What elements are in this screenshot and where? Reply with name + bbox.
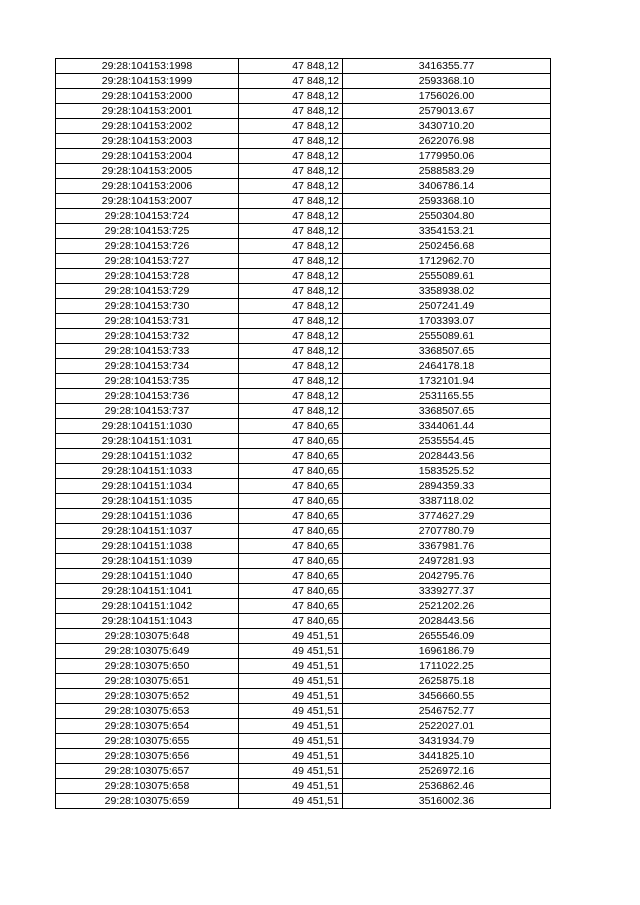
value-cell: 2894359.33 xyxy=(343,479,551,494)
area-cell: 49 451,51 xyxy=(239,794,343,809)
area-cell: 47 848,12 xyxy=(239,164,343,179)
value-cell: 3344061.44 xyxy=(343,419,551,434)
table-row xyxy=(56,164,551,179)
cadastral-number-cell: 29:28:104153:2005 xyxy=(56,164,239,179)
value-cell: 2536862.46 xyxy=(343,779,551,794)
value-cell: 3441825.10 xyxy=(343,749,551,764)
value-cell: 3430710.20 xyxy=(343,119,551,134)
cadastral-number-cell: 29:28:104153:2002 xyxy=(56,119,239,134)
value-cell: 2507241.49 xyxy=(343,299,551,314)
area-cell: 47 848,12 xyxy=(239,374,343,389)
value-cell: 3358938.02 xyxy=(343,284,551,299)
cadastral-number-cell: 29:28:104151:1042 xyxy=(56,599,239,614)
table-row xyxy=(56,344,551,359)
area-cell: 47 848,12 xyxy=(239,119,343,134)
cadastral-number-cell: 29:28:104151:1032 xyxy=(56,449,239,464)
table-row xyxy=(56,389,551,404)
value-cell: 1711022.25 xyxy=(343,659,551,674)
value-cell: 2502456.68 xyxy=(343,239,551,254)
area-cell: 49 451,51 xyxy=(239,674,343,689)
value-cell: 2588583.29 xyxy=(343,164,551,179)
value-cell: 1756026.00 xyxy=(343,89,551,104)
value-cell: 3516002.36 xyxy=(343,794,551,809)
value-cell: 3456660.55 xyxy=(343,689,551,704)
table-row xyxy=(56,224,551,239)
area-cell: 47 848,12 xyxy=(239,59,343,74)
cadastral-number-cell: 29:28:104153:1998 xyxy=(56,59,239,74)
table-row xyxy=(56,149,551,164)
area-cell: 47 840,65 xyxy=(239,614,343,629)
cadastral-number-cell: 29:28:104153:724 xyxy=(56,209,239,224)
table-row xyxy=(56,554,551,569)
value-cell: 3406786.14 xyxy=(343,179,551,194)
cadastral-number-cell: 29:28:104153:729 xyxy=(56,284,239,299)
value-cell: 2625875.18 xyxy=(343,674,551,689)
area-cell: 47 848,12 xyxy=(239,179,343,194)
value-cell: 2555089.61 xyxy=(343,329,551,344)
cadastral-number-cell: 29:28:103075:656 xyxy=(56,749,239,764)
area-cell: 47 840,65 xyxy=(239,494,343,509)
cadastral-number-cell: 29:28:104153:2001 xyxy=(56,104,239,119)
area-cell: 47 848,12 xyxy=(239,269,343,284)
table-row xyxy=(56,89,551,104)
area-cell: 47 848,12 xyxy=(239,404,343,419)
area-cell: 47 840,65 xyxy=(239,569,343,584)
table-row xyxy=(56,284,551,299)
area-cell: 49 451,51 xyxy=(239,749,343,764)
area-cell: 49 451,51 xyxy=(239,779,343,794)
table-row xyxy=(56,299,551,314)
data-table xyxy=(55,58,551,809)
cadastral-number-cell: 29:28:104153:2007 xyxy=(56,194,239,209)
cadastral-number-cell: 29:28:104151:1036 xyxy=(56,509,239,524)
value-cell: 1712962.70 xyxy=(343,254,551,269)
value-cell: 2622076.98 xyxy=(343,134,551,149)
area-cell: 47 848,12 xyxy=(239,284,343,299)
value-cell: 2522027.01 xyxy=(343,719,551,734)
value-cell: 2546752.77 xyxy=(343,704,551,719)
cadastral-number-cell: 29:28:104151:1031 xyxy=(56,434,239,449)
area-cell: 47 848,12 xyxy=(239,389,343,404)
table-row xyxy=(56,464,551,479)
cadastral-number-cell: 29:28:103075:648 xyxy=(56,629,239,644)
table-row xyxy=(56,404,551,419)
area-cell: 47 848,12 xyxy=(239,89,343,104)
area-cell: 47 840,65 xyxy=(239,524,343,539)
value-cell: 1583525.52 xyxy=(343,464,551,479)
table-row xyxy=(56,419,551,434)
cadastral-number-cell: 29:28:104153:2006 xyxy=(56,179,239,194)
area-cell: 47 848,12 xyxy=(239,344,343,359)
area-cell: 47 840,65 xyxy=(239,584,343,599)
table-row xyxy=(56,314,551,329)
value-cell: 2521202.26 xyxy=(343,599,551,614)
cadastral-number-cell: 29:28:104153:727 xyxy=(56,254,239,269)
table-row xyxy=(56,659,551,674)
table-row xyxy=(56,239,551,254)
area-cell: 49 451,51 xyxy=(239,629,343,644)
table-row xyxy=(56,599,551,614)
area-cell: 47 840,65 xyxy=(239,509,343,524)
area-cell: 47 848,12 xyxy=(239,149,343,164)
table-row xyxy=(56,779,551,794)
area-cell: 47 840,65 xyxy=(239,479,343,494)
table-row xyxy=(56,374,551,389)
cadastral-number-cell: 29:28:104153:730 xyxy=(56,299,239,314)
cadastral-number-cell: 29:28:103075:655 xyxy=(56,734,239,749)
value-cell: 2526972.16 xyxy=(343,764,551,779)
table-row xyxy=(56,509,551,524)
value-cell: 2707780.79 xyxy=(343,524,551,539)
area-cell: 49 451,51 xyxy=(239,644,343,659)
cadastral-number-cell: 29:28:104153:2000 xyxy=(56,89,239,104)
cadastral-number-cell: 29:28:103075:658 xyxy=(56,779,239,794)
area-cell: 49 451,51 xyxy=(239,689,343,704)
area-cell: 47 848,12 xyxy=(239,314,343,329)
cadastral-number-cell: 29:28:104151:1038 xyxy=(56,539,239,554)
value-cell: 3416355.77 xyxy=(343,59,551,74)
value-cell: 3387118.02 xyxy=(343,494,551,509)
value-cell: 3431934.79 xyxy=(343,734,551,749)
table-row xyxy=(56,629,551,644)
table-row xyxy=(56,269,551,284)
cadastral-number-cell: 29:28:103075:652 xyxy=(56,689,239,704)
value-cell: 2028443.56 xyxy=(343,614,551,629)
cadastral-number-cell: 29:28:104153:737 xyxy=(56,404,239,419)
value-cell: 2579013.67 xyxy=(343,104,551,119)
cadastral-number-cell: 29:28:104153:736 xyxy=(56,389,239,404)
area-cell: 47 840,65 xyxy=(239,464,343,479)
cadastral-number-cell: 29:28:104153:731 xyxy=(56,314,239,329)
value-cell: 1779950.06 xyxy=(343,149,551,164)
value-cell: 1696186.79 xyxy=(343,644,551,659)
table-body xyxy=(56,59,551,809)
area-cell: 47 848,12 xyxy=(239,254,343,269)
cadastral-number-cell: 29:28:104153:1999 xyxy=(56,74,239,89)
value-cell: 2555089.61 xyxy=(343,269,551,284)
table-row xyxy=(56,254,551,269)
table-row xyxy=(56,74,551,89)
cadastral-number-cell: 29:28:104153:2004 xyxy=(56,149,239,164)
table-row xyxy=(56,434,551,449)
table-row xyxy=(56,644,551,659)
value-cell: 2028443.56 xyxy=(343,449,551,464)
cadastral-number-cell: 29:28:104153:734 xyxy=(56,359,239,374)
value-cell: 3368507.65 xyxy=(343,404,551,419)
area-cell: 47 840,65 xyxy=(239,554,343,569)
area-cell: 47 840,65 xyxy=(239,539,343,554)
table-row xyxy=(56,329,551,344)
value-cell: 3774627.29 xyxy=(343,509,551,524)
cadastral-number-cell: 29:28:104153:735 xyxy=(56,374,239,389)
cadastral-number-cell: 29:28:104151:1043 xyxy=(56,614,239,629)
table-row xyxy=(56,134,551,149)
area-cell: 49 451,51 xyxy=(239,719,343,734)
value-cell: 2464178.18 xyxy=(343,359,551,374)
area-cell: 47 840,65 xyxy=(239,434,343,449)
table-row xyxy=(56,704,551,719)
cadastral-number-cell: 29:28:104151:1041 xyxy=(56,584,239,599)
table-row xyxy=(56,494,551,509)
table-row xyxy=(56,119,551,134)
cadastral-number-cell: 29:28:104151:1040 xyxy=(56,569,239,584)
area-cell: 47 848,12 xyxy=(239,299,343,314)
table-row xyxy=(56,359,551,374)
value-cell: 2497281.93 xyxy=(343,554,551,569)
value-cell: 3339277.37 xyxy=(343,584,551,599)
table-row xyxy=(56,764,551,779)
area-cell: 47 840,65 xyxy=(239,419,343,434)
area-cell: 47 840,65 xyxy=(239,449,343,464)
area-cell: 47 848,12 xyxy=(239,104,343,119)
value-cell: 3367981.76 xyxy=(343,539,551,554)
table-row xyxy=(56,794,551,809)
table-row xyxy=(56,734,551,749)
value-cell: 3368507.65 xyxy=(343,344,551,359)
area-cell: 47 848,12 xyxy=(239,359,343,374)
value-cell: 2593368.10 xyxy=(343,74,551,89)
cadastral-number-cell: 29:28:103075:651 xyxy=(56,674,239,689)
cadastral-number-cell: 29:28:104151:1035 xyxy=(56,494,239,509)
table-row xyxy=(56,719,551,734)
cadastral-number-cell: 29:28:104151:1030 xyxy=(56,419,239,434)
table-row xyxy=(56,584,551,599)
cadastral-number-cell: 29:28:103075:659 xyxy=(56,794,239,809)
table-row xyxy=(56,674,551,689)
table-row xyxy=(56,104,551,119)
table-row xyxy=(56,59,551,74)
area-cell: 47 848,12 xyxy=(239,239,343,254)
cadastral-number-cell: 29:28:103075:650 xyxy=(56,659,239,674)
cadastral-number-cell: 29:28:103075:654 xyxy=(56,719,239,734)
table-row xyxy=(56,479,551,494)
cadastral-number-cell: 29:28:104153:725 xyxy=(56,224,239,239)
table-row xyxy=(56,689,551,704)
area-cell: 49 451,51 xyxy=(239,764,343,779)
cadastral-number-cell: 29:28:104153:2003 xyxy=(56,134,239,149)
table-row xyxy=(56,614,551,629)
value-cell: 1732101.94 xyxy=(343,374,551,389)
value-cell: 3354153.21 xyxy=(343,224,551,239)
cadastral-number-cell: 29:28:104151:1033 xyxy=(56,464,239,479)
value-cell: 2535554.45 xyxy=(343,434,551,449)
area-cell: 47 848,12 xyxy=(239,134,343,149)
value-cell: 1703393.07 xyxy=(343,314,551,329)
area-cell: 47 848,12 xyxy=(239,209,343,224)
area-cell: 49 451,51 xyxy=(239,704,343,719)
cadastral-number-cell: 29:28:104151:1039 xyxy=(56,554,239,569)
area-cell: 47 848,12 xyxy=(239,329,343,344)
table-row xyxy=(56,539,551,554)
cadastral-number-cell: 29:28:103075:649 xyxy=(56,644,239,659)
table-row xyxy=(56,524,551,539)
cadastral-number-cell: 29:28:104153:733 xyxy=(56,344,239,359)
value-cell: 2531165.55 xyxy=(343,389,551,404)
cadastral-number-cell: 29:28:103075:653 xyxy=(56,704,239,719)
table-row xyxy=(56,569,551,584)
area-cell: 49 451,51 xyxy=(239,734,343,749)
area-cell: 47 848,12 xyxy=(239,224,343,239)
cadastral-number-cell: 29:28:104153:732 xyxy=(56,329,239,344)
table-row xyxy=(56,749,551,764)
cadastral-number-cell: 29:28:104153:726 xyxy=(56,239,239,254)
value-cell: 2655546.09 xyxy=(343,629,551,644)
area-cell: 47 840,65 xyxy=(239,599,343,614)
value-cell: 2042795.76 xyxy=(343,569,551,584)
table-row xyxy=(56,449,551,464)
value-cell: 2593368.10 xyxy=(343,194,551,209)
area-cell: 47 848,12 xyxy=(239,194,343,209)
cadastral-number-cell: 29:28:104153:728 xyxy=(56,269,239,284)
area-cell: 47 848,12 xyxy=(239,74,343,89)
table-row xyxy=(56,194,551,209)
area-cell: 49 451,51 xyxy=(239,659,343,674)
cadastral-number-cell: 29:28:104151:1034 xyxy=(56,479,239,494)
table-row xyxy=(56,179,551,194)
cadastral-number-cell: 29:28:104151:1037 xyxy=(56,524,239,539)
table-row xyxy=(56,209,551,224)
value-cell: 2550304.80 xyxy=(343,209,551,224)
cadastral-number-cell: 29:28:103075:657 xyxy=(56,764,239,779)
